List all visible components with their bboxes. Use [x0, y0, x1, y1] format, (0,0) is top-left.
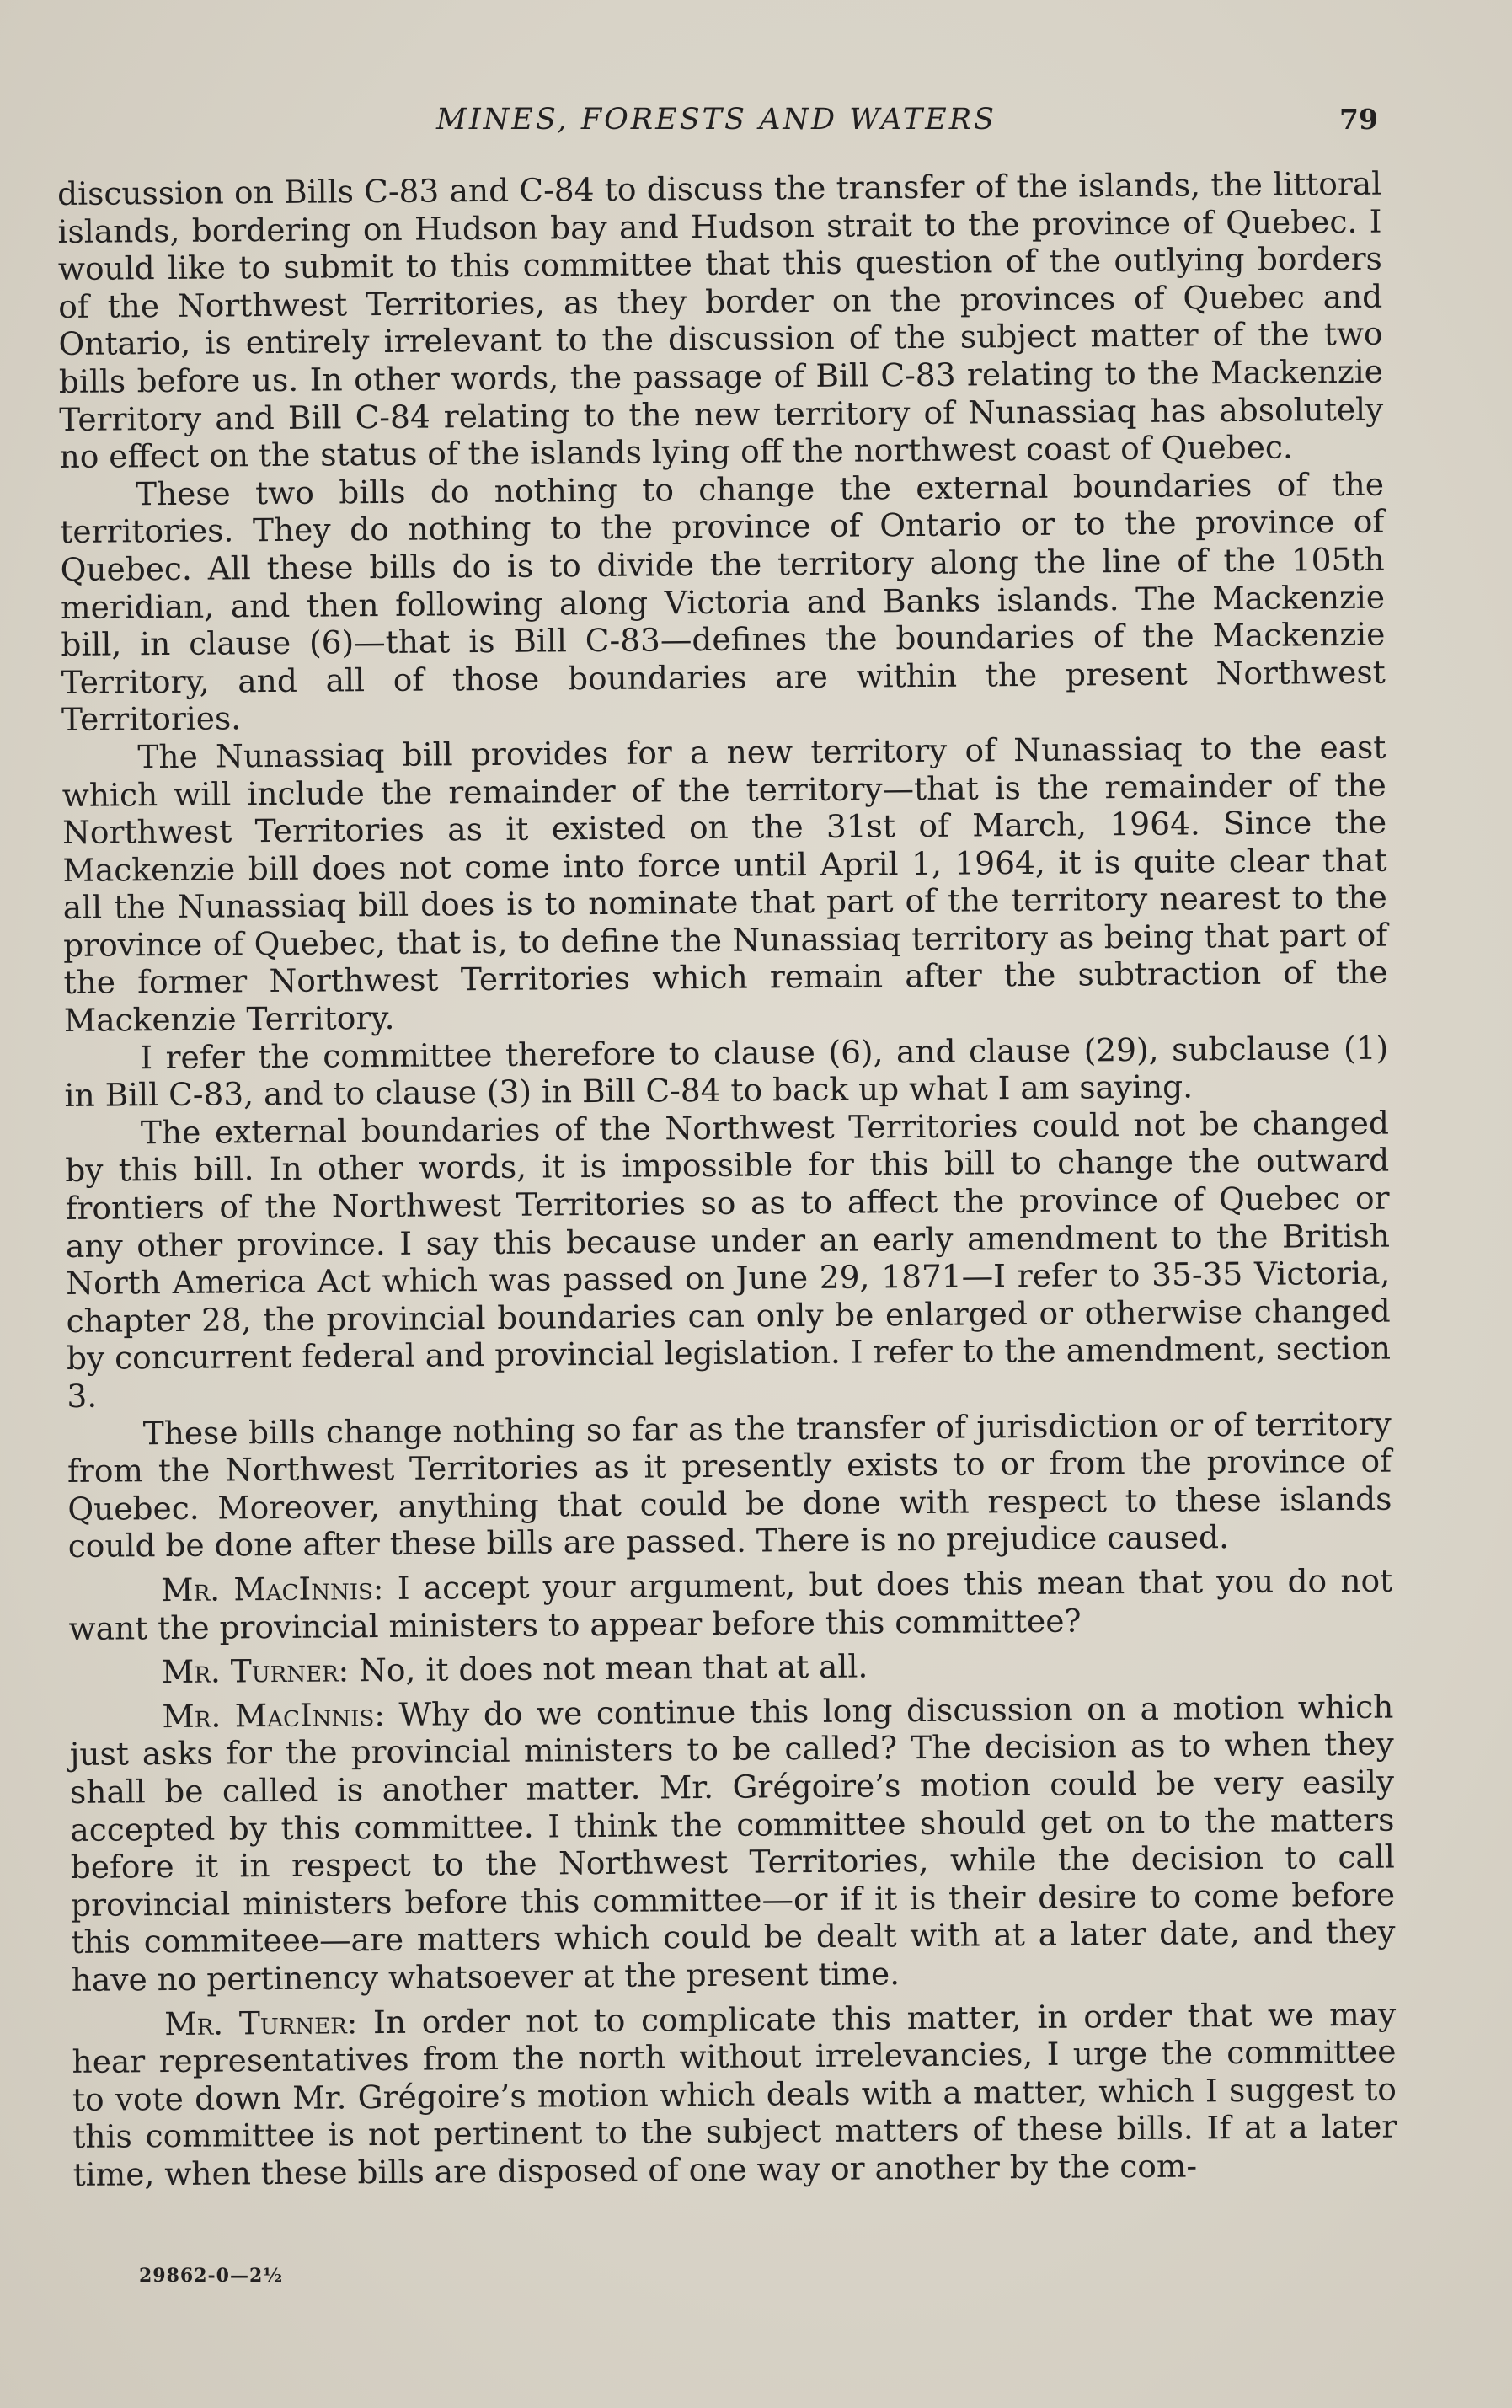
speaker-name: Mr. MacInnis:: [161, 1569, 384, 1609]
paragraph: The external boundaries of the Northwest Territories could not be changed by this bill. In other words, it is impossible for this bill to change the outward frontiers of the Northwest Territories so as to affect the province of Quebec or any other province. I say this because under an early amendment to the British North America Act which was passed on June 29, 1871—I refer to 35-35 Victoria, chapter 28, the provincial boundaries can only be enlarged or otherwise changed by concurrent federal and provincial legislation. I refer to the amendment, section 3.: [65, 1104, 1392, 1415]
paragraph: These two bills do nothing to change the external boundaries of the territories. They do nothing to the province of Ontario or to the province of Quebec. All these bills do is to divide the territory along the line of the 105th meridian, and then following along Victoria and Banks islands. The Mackenzie bill, in clause (6)—that is Bill C-83—defines the boundaries of the Mackenzie Territory, and all of those boundaries are within the present Northwest Territories.: [60, 465, 1386, 739]
speech-text: Why do we continue this long discussion on a motion which just asks for the provincial ministers to be called? The decision as to when they shall be called is another matter. Mr. Grégoire’s motion could be very easily accepted by this committee. I think the committee should get on to the matters before it in respect to the Northwest Territories, while the decision to call provincial ministers before this committee—or if it is their desire to come before this commiteee—are matters which could be dealt with at a later date, and they have no pertinency whatsoever at the present time.: [69, 1688, 1396, 1999]
paragraph: These bills change nothing so far as the transfer of jurisdiction or of territory from the Northwest Territories as it presently exists to or from the province of Quebec. Moreover, anything that could be done with respect to these islands could be done after these bills are passed. There is no prejudice caused.: [67, 1405, 1392, 1565]
paragraph: discussion on Bills C-83 and C-84 to discuss the transfer of the islands, the littoral islands, bordering on Hudson bay and Hudson strait to the province of Quebec. I would like to submit to this committee that this question of the outlying borders of the Northwest Territories, as they border on the provinces of Quebec and Ontario, is entirely irrelevant to the discussion of the subject matter of the two bills before us. In other words, the passage of Bill C-83 relating to the Mackenzie Territory and Bill C-84 relating to the new territory of Nunassiaq has absolutely no effect on the status of the islands lying off the northwest coast of Quebec.: [57, 164, 1384, 476]
speech-paragraph: [68, 1562, 1393, 1648]
speech-text: No, it does not mean that at all.: [358, 1647, 868, 1689]
paragraph: The Nunassiaq bill provides for a new territory of Nunassiaq to the east which will include the remainder of the territory—that is the remainder of the Northwest Territories as it existed on the 31st of March, 1964. Since the Mackenzie bill does not come into force until April 1, 1964, it is quite clear that all the Nunassiaq bill does is to nominate that part of the territory nearest to the province of Quebec, that is, to define the Nunassiaq territory as being that part of the former Northwest Territories which remain after the subtraction of the Mackenzie Territory.: [61, 728, 1388, 1040]
speech-text: In order not to complicate this matter, in order that we may hear representatives from the north without irrelevancies, I urge the committee to vote down Mr. Grégoire’s motion which deals with a matter, which I suggest to this committee is not pertinent to the subject matters of these bills. If at a later time, when these bills are disposed of one way or another by the com-: [72, 1995, 1397, 2193]
page-title: MINES, FORESTS AND WATERS: [436, 103, 997, 136]
speech-text: I accept your argument, but does this mean that you do not want the provincial ministers to appear before this committee?: [68, 1561, 1393, 1647]
body-text: [57, 165, 1397, 2194]
speech-paragraph: [69, 1644, 1393, 1692]
speaker-name: Mr. MacInnis:: [162, 1695, 386, 1735]
running-header: [0, 94, 1512, 145]
speaker-name: Mr. Turner:: [164, 2003, 358, 2042]
speech-paragraph: [72, 1995, 1397, 2193]
speech-paragraph: [69, 1688, 1396, 1999]
paragraph: I refer the committee therefore to clause (6), and clause (29), subclause (1) in Bill C-83, and to clause (3) in Bill C-84 to back up what I am saying.: [64, 1029, 1389, 1115]
printer-signature: 29862-0—2½: [139, 2265, 284, 2287]
page-number: 79: [1339, 103, 1378, 136]
speaker-name: Mr. Turner:: [161, 1651, 350, 1691]
